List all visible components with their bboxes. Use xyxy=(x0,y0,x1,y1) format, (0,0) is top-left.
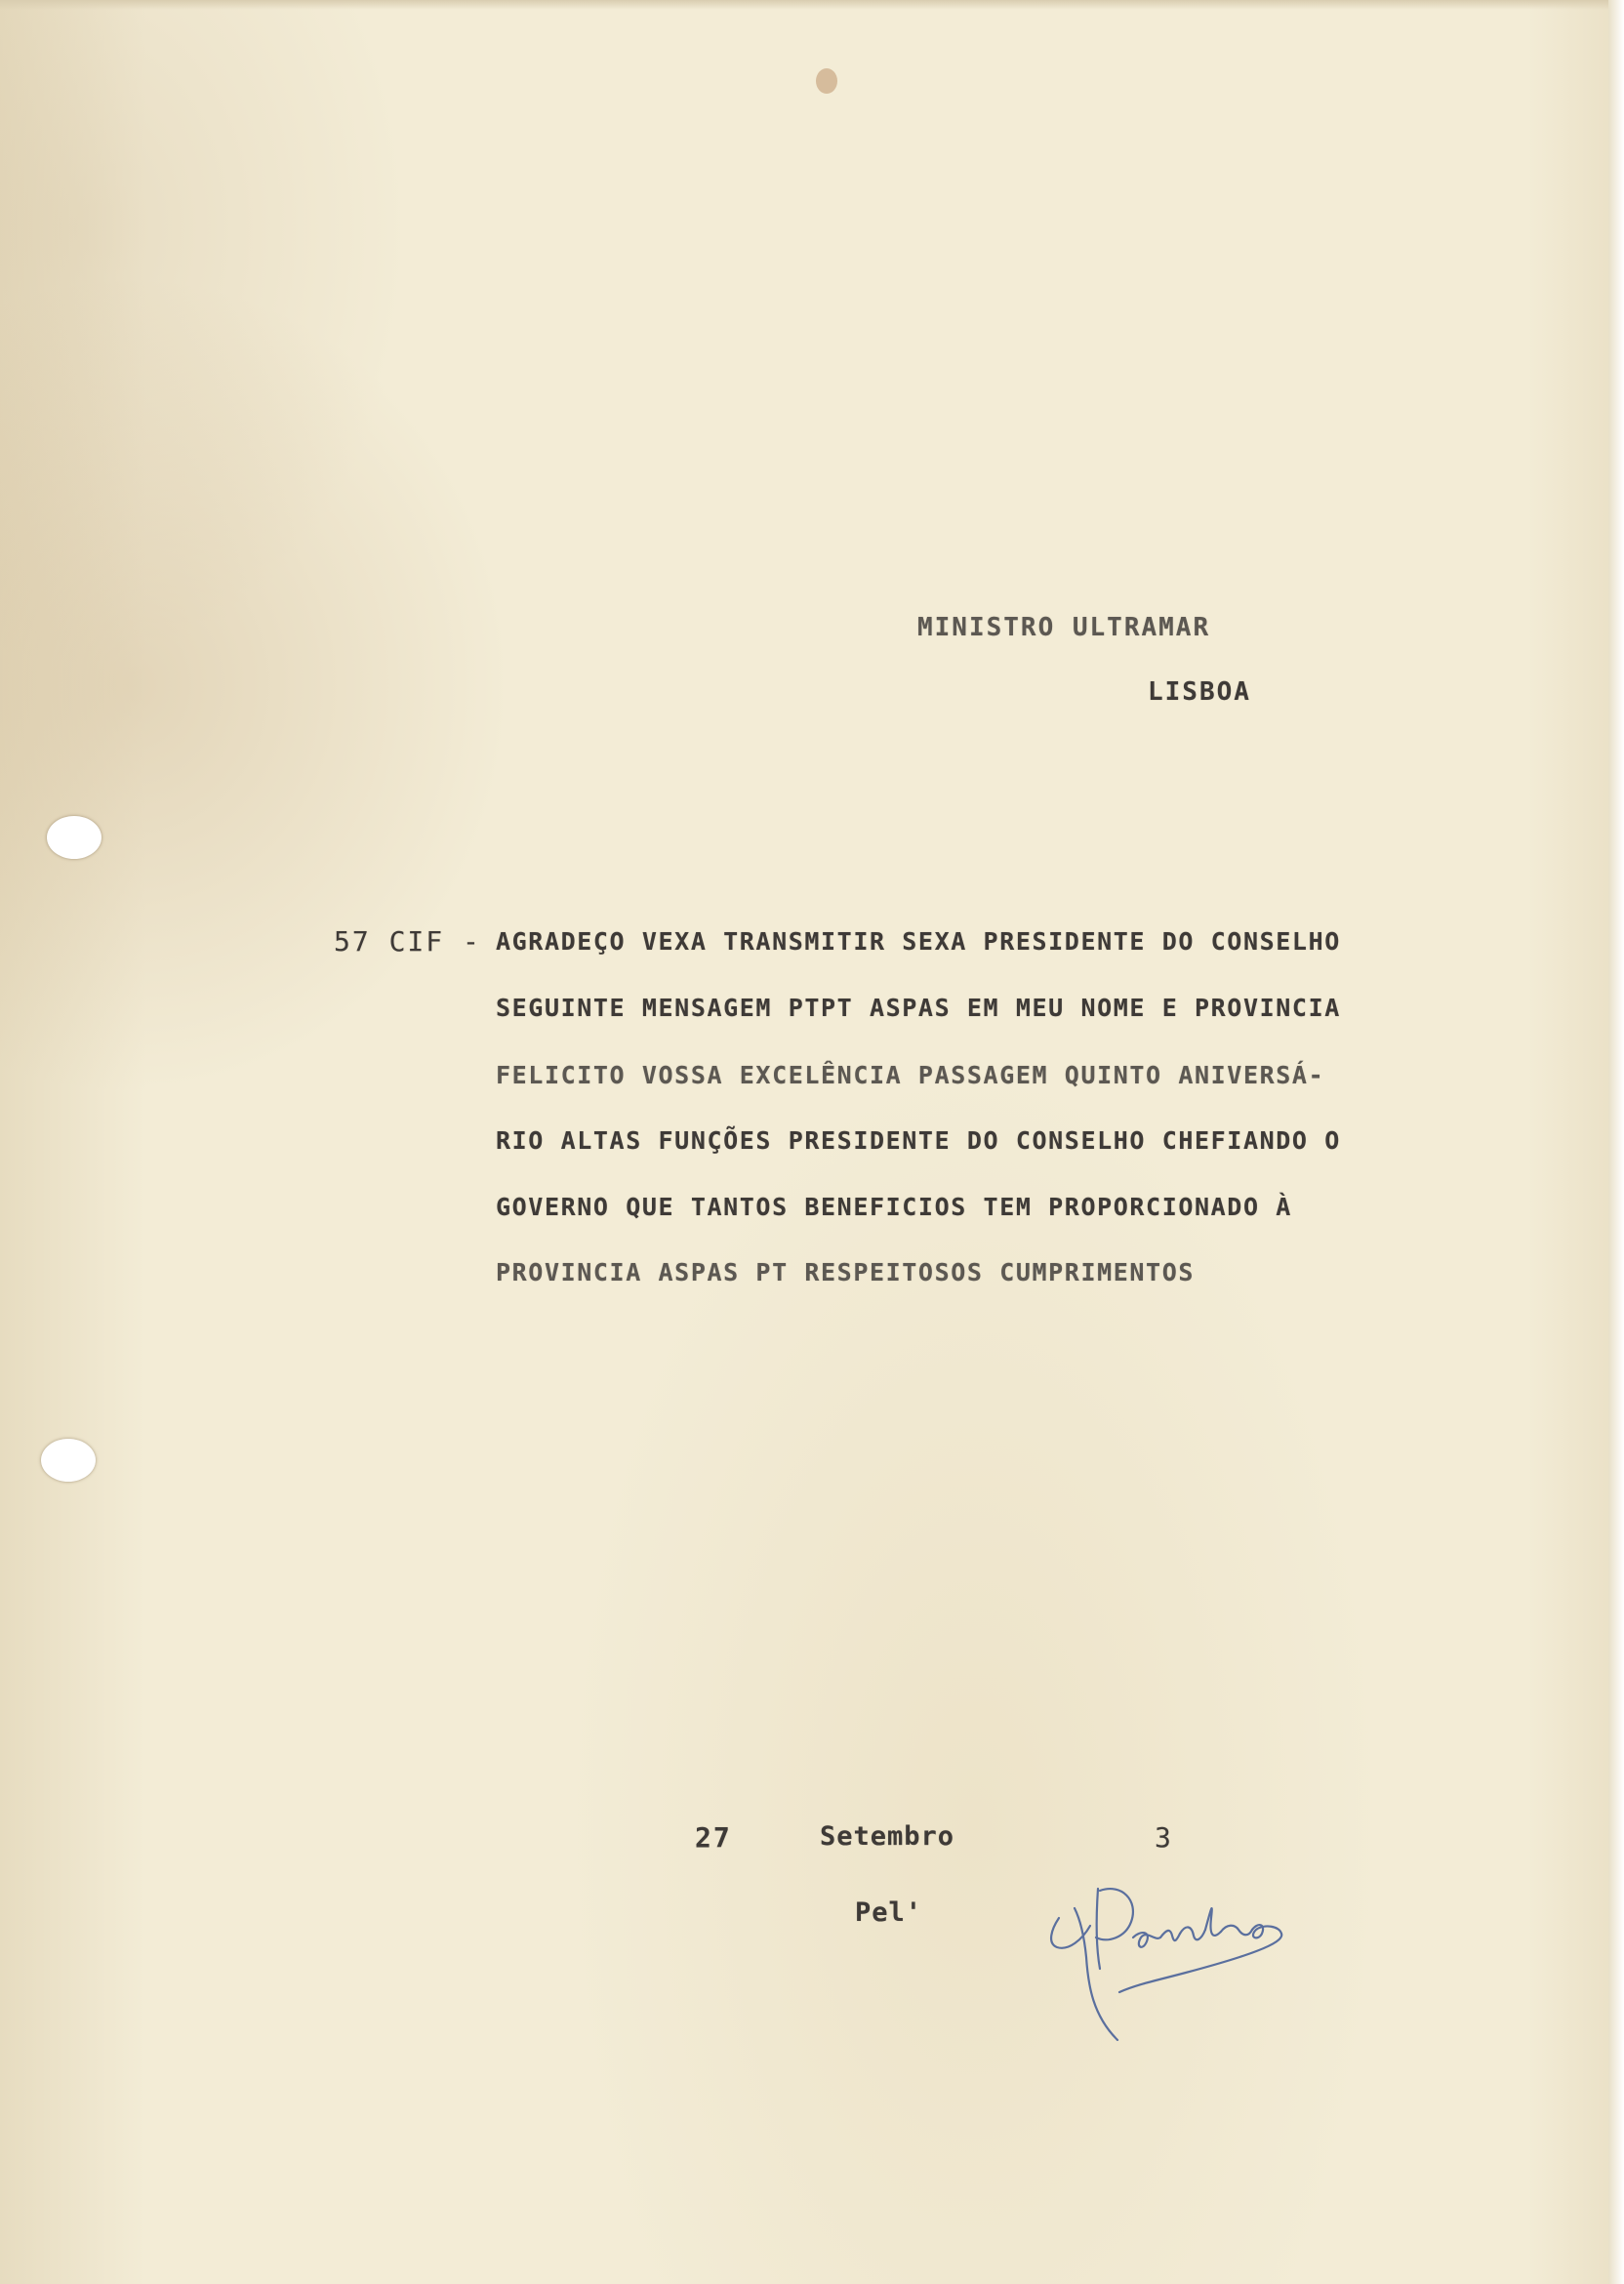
paper-stain xyxy=(816,68,837,94)
paper-top-edge xyxy=(0,0,1624,10)
message-line: FELICITO VOSSA EXCELÊNCIA PASSAGEM QUINTO ANIVERSÁ- xyxy=(496,1061,1325,1089)
punch-hole-lower xyxy=(41,1439,96,1482)
message-reference: 57 CIF - xyxy=(334,925,481,958)
date-month: Setembro xyxy=(820,1821,955,1852)
message-line: PROVINCIA ASPAS PT RESPEITOSOS CUMPRIMENTOS xyxy=(496,1258,1196,1286)
message-line: RIO ALTAS FUNÇÕES PRESIDENTE DO CONSELHO CHEFIANDO O xyxy=(496,1126,1341,1155)
recipient-line-2: LISBOA xyxy=(1148,677,1251,707)
punch-hole-upper xyxy=(47,816,102,859)
handwritten-signature xyxy=(1039,1879,1298,2050)
message-line: SEGUINTE MENSAGEM PTPT ASPAS EM MEU NOME E PROVINCIA xyxy=(496,994,1341,1022)
sender-initials: Pel' xyxy=(855,1897,923,1928)
message-line: AGRADEÇO VEXA TRANSMITIR SEXA PRESIDENTE DO CONSELHO xyxy=(496,927,1341,956)
date-code: 3 xyxy=(1155,1821,1173,1854)
date-day: 27 xyxy=(695,1821,732,1854)
message-line: GOVERNO QUE TANTOS BENEFICIOS TEM PROPORCIONADO À xyxy=(496,1193,1292,1221)
recipient-line-1: MINISTRO ULTRAMAR xyxy=(917,613,1211,642)
paper-right-edge xyxy=(1608,0,1624,2284)
